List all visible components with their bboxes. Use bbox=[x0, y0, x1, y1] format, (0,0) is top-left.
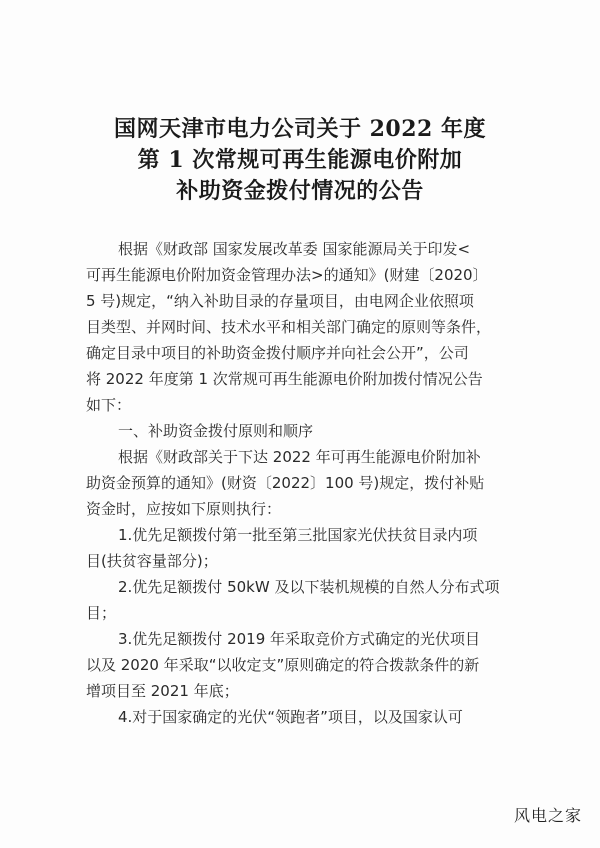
title-line: 国网天津市电力公司关于 2022 年度 bbox=[113, 116, 487, 142]
list-item-line: 目(扶贫容量部分)； bbox=[86, 552, 218, 570]
list-item-line: 目； bbox=[86, 604, 117, 622]
list-item-line: 2.优先足额拨付 50kW 及以下装机规模的自然人分布式项 bbox=[118, 578, 500, 596]
document-body bbox=[86, 236, 526, 730]
paragraph-line: 目类型、并网时间、技术水平和相关部门确定的原则等条件， bbox=[86, 318, 492, 336]
watermark-text: 风电之家 bbox=[513, 806, 582, 825]
paragraph-line: 资金时，应按如下原则执行： bbox=[86, 500, 282, 518]
title-line: 第 1 次常规可再生能源电价附加 bbox=[137, 147, 463, 173]
list-item-line: 增项目至 2021 年底； bbox=[86, 682, 239, 700]
document-title bbox=[60, 114, 540, 207]
paragraph-line: 如下： bbox=[86, 396, 132, 414]
paragraph-line: 根据《财政部关于下达 2022 年可再生能源电价附加补 bbox=[118, 448, 481, 466]
section-heading: 一、补助资金拨付原则和顺序 bbox=[118, 422, 314, 440]
paragraph-line: 助资金预算的通知》(财资〔2022〕100 号)规定，拨付补贴 bbox=[86, 474, 485, 492]
title-line: 补助资金拨付情况的公告 bbox=[176, 178, 424, 204]
list-item-line: 以及 2020 年采取“以收定支”原则确定的符合拨款条件的新 bbox=[86, 656, 480, 674]
list-item-line: 3.优先足额拨付 2019 年采取竞价方式确定的光伏项目 bbox=[118, 630, 481, 648]
paragraph-line: 将 2022 年度第 1 次常规可再生能源电价附加拨付情况公告 bbox=[86, 370, 483, 388]
paragraph-line: 根据《财政部 国家发展改革委 国家能源局关于印发< bbox=[118, 240, 471, 258]
paragraph-line: 可再生能源电价附加资金管理办法>的通知》(财建〔2020〕 bbox=[86, 266, 488, 284]
list-item-line: 1.优先足额拨付第一批至第三批国家光伏扶贫目录内项 bbox=[118, 526, 478, 544]
list-item-line: 4.对于国家确定的光伏“领跑者”项目，以及国家认可 bbox=[118, 708, 463, 726]
paragraph-line: 5 号)规定，“纳入补助目录的存量项目，由电网企业依照项 bbox=[86, 292, 474, 310]
paragraph-line: 确定目录中项目的补助资金拨付顺序并向社会公开”，公司 bbox=[86, 344, 469, 362]
